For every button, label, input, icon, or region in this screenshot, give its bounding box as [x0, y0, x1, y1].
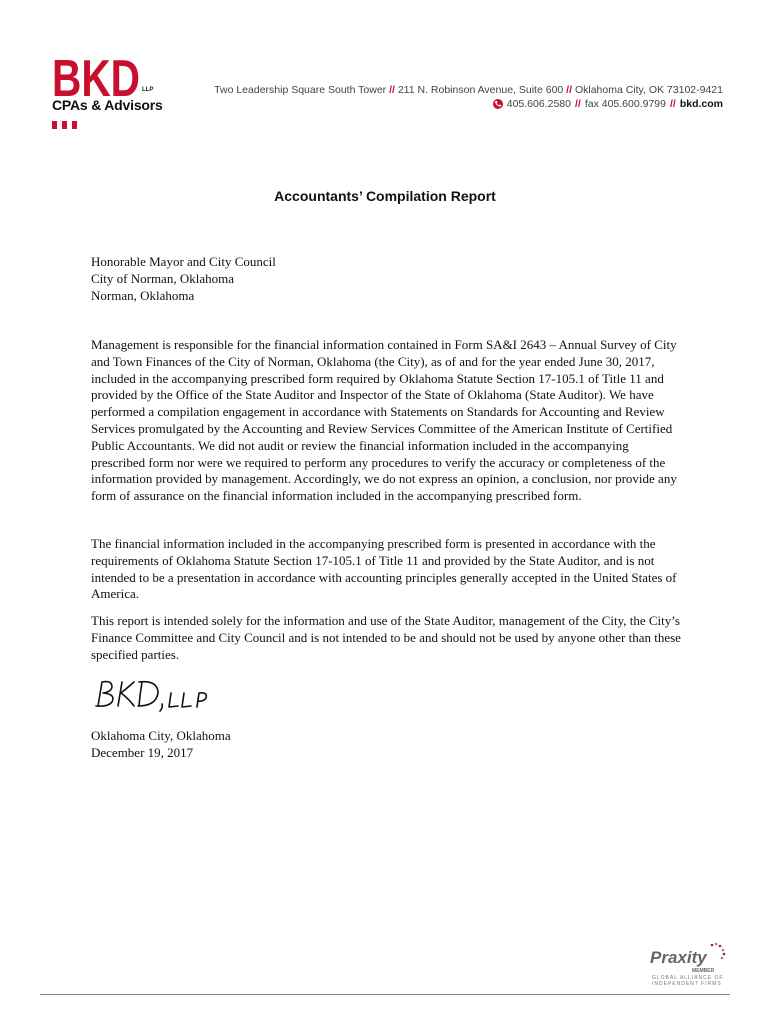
praxity-member: MEMBER	[692, 968, 715, 974]
separator: //	[389, 84, 395, 96]
separator: //	[566, 84, 573, 96]
contact-line	[493, 98, 723, 110]
address-city: Oklahoma City, OK 73102-9421	[574, 84, 723, 96]
fax-number: fax 405.600.9799	[584, 98, 666, 110]
logo-bar	[72, 121, 77, 129]
body-paragraph: This report is intended solely for the information and use of the State Auditor, management of the City, the City’s Finance Committee and City Council and is not intended to be and should not be used by anyone other than these specified parties.	[91, 613, 681, 662]
sign-date: December 19, 2017	[91, 744, 194, 760]
praxity-tagline: GLOBAL ALLIANCE OF INDEPENDENT FIRMS	[652, 975, 724, 987]
addressee-line: City of Norman, Oklahoma	[91, 270, 234, 286]
body-paragraph: The financial information included in the accompanying prescribed form is presented in accordance with the requirements of Oklahoma Statute Section 17-105.1 of Title 11 and provided by the State Auditor, and is not intended to be a presentation in accordance with accounting principles generally accepted in the United States of America.	[91, 536, 677, 602]
logo-wordmark: BKD	[52, 52, 140, 100]
phone-icon	[493, 99, 503, 109]
address-building: Two Leadership Square South Tower	[214, 84, 387, 96]
bkd-logo	[52, 52, 142, 100]
logo-llp: LLP	[142, 87, 154, 93]
website-link[interactable]: bkd.com	[679, 98, 723, 110]
logo-bars	[52, 121, 77, 129]
praxity-wordmark: Praxity	[650, 948, 707, 967]
footer-divider	[40, 994, 730, 995]
logo-bar	[62, 121, 67, 129]
sign-block	[91, 728, 683, 762]
address-line	[214, 84, 723, 96]
separator: //	[574, 98, 581, 110]
address-street: 211 N. Robinson Avenue, Suite 600	[397, 84, 564, 96]
addressee-block	[91, 254, 683, 304]
phone-number: 405.606.2580	[506, 98, 571, 110]
praxity-dots-icon	[706, 942, 728, 962]
report-title: Accountants’ Compilation Report	[274, 188, 496, 204]
sign-location: Oklahoma City, Oklahoma	[91, 728, 231, 743]
addressee-line: Norman, Oklahoma	[91, 287, 195, 303]
addressee-line: Honorable Mayor and City Council	[91, 254, 276, 269]
signature	[92, 676, 222, 716]
logo-bar	[52, 121, 57, 129]
praxity-logo	[650, 942, 730, 988]
separator: //	[669, 98, 676, 110]
logo-tagline: CPAs & Advisors	[52, 97, 163, 113]
body-paragraph: Management is responsible for the financial information contained in Form SA&I 2643 – Annual Survey of City and Town Finances of the City of Norman, Oklahoma (the City), as of and for the year ended June 30, 2017, included in the accompanying prescribed form required by Oklahoma Statute Section 17-105.1 of Title 11 and provided by the Office of the State Auditor and Inspector of the State of Oklahoma (State Auditor). We have performed a compilation engagement in accordance with Statements on Standards for Accounting and Review Services promulgated by the Accounting and Review Services Committee of the American Institute of Certified Public Accountants. We did not audit or review the financial information included in the accompanying prescribed form nor were we required to perform any procedures to verify the accuracy or completeness of the information provided by management. Accordingly, we do not express an opinion, a conclusion, nor provide any form of assurance on the financial information included in the accompanying prescribed form.	[91, 337, 677, 504]
